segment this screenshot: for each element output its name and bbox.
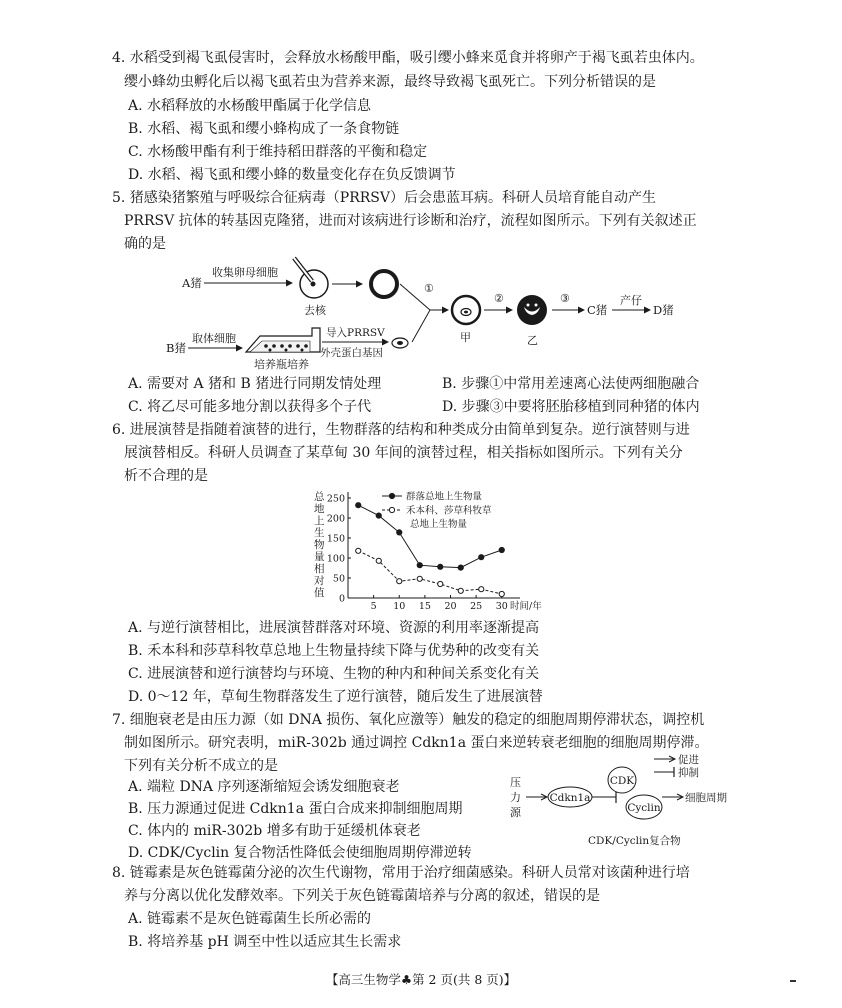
x-tick-label: 10	[393, 601, 406, 612]
q4-stem-line-2: 缨小蜂幼虫孵化后以褐飞虱若虫为营养来源，最终导致褐飞虱死亡。下列分析错误的是	[124, 74, 656, 90]
series-2-point	[397, 579, 402, 584]
q7-option-b: B. 压力源通过促进 Cdkn1a 蛋白合成来抑制细胞周期	[128, 801, 463, 817]
culture-flask-icon	[246, 328, 320, 352]
cyclin-label: Cyclin	[627, 802, 661, 814]
series-2-point	[499, 591, 504, 596]
embryo-yi-icon	[517, 295, 547, 325]
series-1-point	[356, 503, 361, 508]
q6-option-c: C. 进展演替和逆行演替均与环境、生物的种内和种间关系变化有关	[128, 666, 540, 682]
series-2-point	[479, 587, 484, 592]
legend-marker-2	[389, 507, 394, 512]
x-axis-label: 时间/年	[510, 601, 542, 612]
q5-stem-line-1: 5. 猪感染猪繁殖与呼吸综合征病毒（PRRSV）后会患蓝耳病。科研人员培育能自动产生	[112, 190, 657, 206]
series-1-point	[417, 563, 422, 568]
fig-import-label-1: 导入PRRSV	[326, 327, 385, 339]
q5-stem-line-2: PRRSV 抗体的转基因克隆猪，进而对该病进行诊断和治疗，流程如图所示。下列有关叙述正	[124, 213, 697, 229]
y-axis-label-char: 量	[314, 551, 325, 563]
q6-option-d: D. 0～12 年，草甸生物群落发生了逆行演替，随后发生了进展演替	[128, 689, 543, 705]
legend-inhibit-label: 抑制	[678, 767, 699, 779]
q8-option-b: B. 将培养基 pH 调至中性以适应其生长需求	[128, 934, 402, 950]
fig-step3: ③	[560, 292, 570, 305]
series-2-point	[438, 581, 443, 586]
q4-option-c: C. 水杨酸甲酯有利于维持稻田群落的平衡和稳定	[128, 144, 428, 160]
cloning-flow-diagram	[162, 250, 702, 375]
y-tick-label: 0	[338, 593, 345, 605]
q6-stem-line-2: 展演替相反。科研人员调查了某草甸 30 年间的演替过程，相关指标如图所示。下列有关分	[124, 445, 683, 461]
donor-cell-icon	[392, 338, 408, 348]
series-1-point	[438, 564, 443, 569]
q4-option-d: D. 水稻、褐飞虱和缨小蜂的数量变化存在负反馈调节	[128, 167, 456, 183]
y-tick-label: 50	[332, 573, 345, 585]
legend-label-1: 群落总地上生物量	[406, 491, 483, 503]
q4-option-b: B. 水稻、褐飞虱和缨小蜂构成了一条食物链	[128, 121, 400, 137]
legend-promote-label: 促进	[678, 754, 699, 766]
series-2-point	[376, 558, 381, 563]
q8-stem-line-2: 养与分离以优化发酵效率。下列关于灰色链霉菌培养与分离的叙述，错误的是	[124, 888, 600, 904]
series-1-point	[397, 530, 402, 535]
y-axis-label-char: 值	[314, 587, 325, 599]
y-tick-label: 150	[326, 533, 345, 545]
legend-label-3: 总地上生物量	[410, 519, 468, 530]
q8-option-a: A. 链霉素不是灰色链霉菌生长所必需的	[128, 911, 372, 927]
series-1-point	[479, 555, 484, 560]
series-2-point	[356, 548, 361, 553]
complex-label: CDK/Cyclin复合物	[588, 835, 681, 847]
x-tick-label: 30	[495, 601, 508, 612]
x-tick-label: 5	[370, 601, 377, 612]
q6-stem-line-3: 析不合理的是	[124, 468, 208, 484]
x-tick-label: 20	[444, 601, 457, 612]
q5-option-c: C. 将乙尽可能多地分割以获得多个子代	[128, 399, 372, 415]
stress-char-1: 压	[510, 776, 521, 789]
series-2-point	[417, 576, 422, 581]
series-2-point	[458, 588, 463, 593]
q8-stem-line-1: 8. 链霉素是灰色链霉菌分泌的次生代谢物，常用于治疗细菌感染。科研人员常对该菌种进行培	[112, 865, 690, 881]
fig-collect-label: 收集卵母细胞	[212, 266, 278, 279]
fig-jia-label: 甲	[460, 331, 471, 344]
y-tick-label: 100	[326, 553, 345, 565]
fig-c-pig: C猪	[587, 303, 608, 317]
y-axis-label-char: 物	[314, 539, 325, 551]
q7-option-d: D. CDK/Cyclin 复合物活性降低会使细胞周期停滞逆转	[128, 845, 472, 861]
fig-step1: ①	[424, 282, 434, 295]
y-tick-label: 250	[326, 493, 345, 505]
merge-line-bottom	[412, 310, 430, 342]
enucleated-oocyte-icon	[294, 258, 328, 298]
fig-yi-label: 乙	[527, 334, 538, 347]
stress-char-2: 力	[510, 791, 521, 804]
series-1-point	[376, 513, 381, 518]
q7-stem-line-1: 7. 细胞衰老是由压力源（如 DNA 损伤、氧化应激等）触发的稳定的细胞周期停滞状态，调控机	[112, 712, 705, 728]
y-axis-label-char: 总	[314, 491, 325, 503]
fig-enucleate-label: 去核	[304, 304, 326, 317]
y-axis-label-char: 对	[314, 575, 325, 587]
y-tick-label: 200	[326, 513, 345, 525]
legend-marker-1	[389, 493, 394, 498]
q5-option-a: A. 需要对 A 猪和 B 猪进行同期发情处理	[128, 376, 382, 392]
q4-stem-line-1: 4. 水稻受到褐飞虱侵害时，会释放水杨酸甲酯，吸引缨小蜂来觅食并将卵产于褐飞虱若虫体内。	[112, 50, 704, 66]
fig-take-cells-label: 取体细胞	[192, 332, 236, 345]
fig-d-pig: D猪	[653, 303, 674, 317]
fig-culture-label: 培养瓶培养	[254, 358, 309, 371]
senescence-regulation-diagram	[506, 750, 746, 850]
cdk-label: CDK	[609, 775, 635, 787]
cdkn1a-label: Cdkn1a	[549, 792, 591, 804]
series-1-point	[499, 547, 504, 552]
legend-label-2: 禾本科、莎草科牧草	[406, 505, 492, 517]
corner-mark	[790, 980, 796, 982]
q7-stem-line-3: 下列有关分析不成立的是	[124, 758, 278, 774]
y-axis-label-char: 上	[314, 515, 325, 527]
q5-option-b: B. 步骤①中常用差速离心法使两细胞融合	[442, 376, 700, 392]
q7-stem-line-2: 制如图所示。研究表明，miR-302b 通过调控 Cdkn1a 蛋白来逆转衰老细胞的细胞周期停滞。	[124, 735, 709, 751]
y-axis-label-char: 地	[314, 503, 325, 515]
fig-birth-label: 产仔	[620, 294, 642, 307]
q5-option-d: D. 步骤③中要将胚胎移植到同种猪的体内	[442, 399, 700, 415]
cell-cycle-label: 细胞周期	[685, 792, 727, 804]
biomass-line-chart	[308, 486, 542, 614]
q6-stem-line-1: 6. 进展演替是指随着演替的进行，生物群落的结构和种类成分由简单到复杂。逆行演替则与进	[112, 422, 690, 438]
fig-import-label-2: 外壳蛋白基因	[320, 347, 383, 359]
q7-option-c: C. 体内的 miR-302b 增多有助于延缓机体衰老	[128, 823, 421, 839]
q4-option-a: A. 水稻释放的水杨酸甲酯属于化学信息	[128, 98, 372, 114]
series-1-point	[458, 565, 463, 570]
fused-cell-jia-icon	[452, 296, 480, 324]
y-axis-label-char: 生	[314, 527, 325, 539]
x-tick-label: 25	[470, 601, 483, 612]
page-footer: 【高三生物学♣第 2 页(共 8 页)】	[325, 972, 517, 987]
fig-step2: ②	[494, 292, 504, 305]
q6-option-a: A. 与逆行演替相比，进展演替群落对环境、资源的利用率逐渐提高	[128, 620, 540, 636]
oocyte-cell-icon	[371, 271, 397, 297]
fig-a-pig: A猪	[182, 276, 202, 290]
q7-option-a: A. 端粒 DNA 序列逐渐缩短会诱发细胞衰老	[128, 779, 400, 795]
fig-b-pig: B猪	[166, 341, 186, 355]
q5-stem-line-3: 确的是	[124, 236, 166, 252]
stress-char-3: 源	[510, 806, 521, 819]
q6-option-b: B. 禾本科和莎草科牧草总地上生物量持续下降与优势种的改变有关	[128, 643, 540, 659]
x-tick-label: 15	[418, 601, 431, 612]
y-axis-label-char: 相	[314, 563, 325, 575]
